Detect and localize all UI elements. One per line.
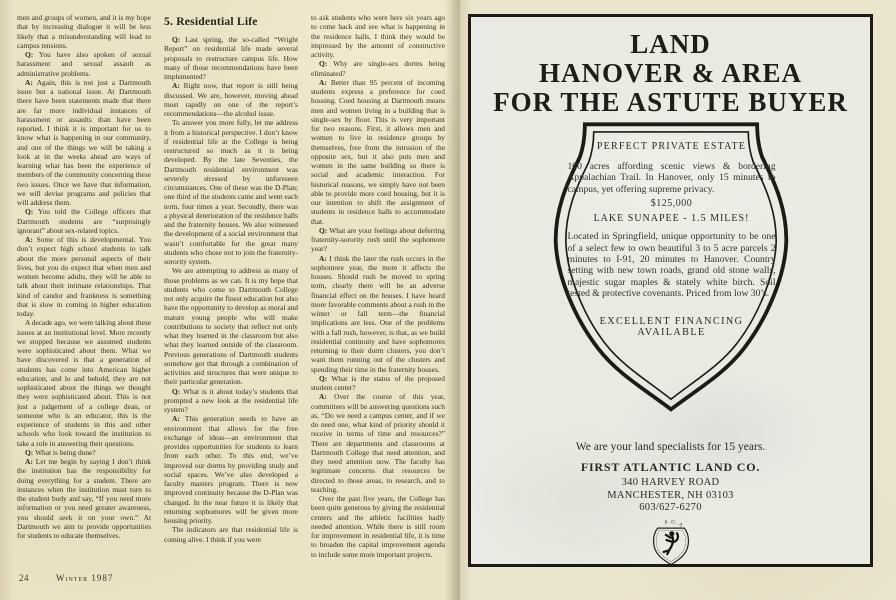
- crest-arc-text: P.G.A.: [663, 518, 687, 531]
- land-advertisement: [468, 14, 873, 567]
- estate-description: 100 acres affording scenic views & bordering Appalachian Trail. In Hanover, only 15 minutes to campus, yet offering supreme privacy.: [567, 161, 776, 195]
- ad-title-line: LAND: [630, 29, 711, 59]
- company-phone: 603/627-6270: [639, 502, 702, 513]
- article-paragraph: To answer you more fully, let me address it from a historical perspective. I don’t know if residential life at the College is being restructured so much as it is being developed. By the late Seventies, the Dartmouth residential environment was severely stressed by unforeseen circumstances. One of these was the D-Plan; one third of the students came and went each term, four times a year. Secondly, there was a physical deterioration of the residence halls and the fraternity houses. We also witnessed the development of a social environment that wasn’t comfortable for the great many students who chose not to join the fraternity-sorority system.: [164, 118, 298, 266]
- page-number: 24: [19, 573, 29, 583]
- article-paragraph: Q: What is the status of the proposed student center?: [311, 373, 445, 392]
- article-paragraph: men and groups of women, and it is my hope that by increasing dialogue it will be less likely that a misunderstanding will lead to campus tensions.: [17, 13, 151, 50]
- issue-label: Winter 1987: [56, 573, 114, 583]
- article-columns: [17, 13, 445, 569]
- company-street: 340 HARVEY ROAD: [621, 477, 720, 488]
- article-paragraph: A: Better than 95 percent of incoming students express a preference for coed housing. Coed housing at Dartmouth means men and women living in a building that is single-sex by floor. This is very important for two reasons. First, it allows men and women to live in residence groups by themselves, free from the intrusion of the opposite sex, but it also puts men and women in the same building so there is social and academic interaction. For historical reasons, we simply have not been able to provide more coed housing, but it is our intention to shift the assignment of students in residence halls to accommodate that.: [311, 77, 445, 226]
- shield-content: [568, 141, 776, 338]
- article-paragraph: The indicators are that residential life is coming alive. I think if you were: [164, 525, 298, 544]
- page-footer: [19, 573, 113, 583]
- article-paragraph: A: This generation needs to have an environment that allows for the free exchange of ideas—an environment that provides opportunities for students to learn from each other. To this end, we’ve improved our dorms by providing study and social spaces. We’ve also developed a faculty masters program. There is now improved continuity because the D-Plan was changed. In the near future it is likely that returning sophomores will be given more housing priority.: [164, 414, 298, 525]
- ad-tagline: We are your land specialists for 15 years.: [575, 441, 766, 453]
- article-paragraph: Q: You told the College officers that Dartmouth students are “surprisingly ignorant” about sex-related topics.: [17, 207, 151, 235]
- estate-price: $125,000: [650, 198, 693, 210]
- article-paragraph: Q: Last spring, the so-called “Wright Report” on residential life made several proposals to restructure campus life. How many of those recommendations have been implemented?: [164, 35, 298, 81]
- text-column: [164, 13, 298, 569]
- article-paragraph: A: Over the course of this year, committees will be answering questions such as, “Do we need a campus center, and if we do need one, what kind of priority should it receive in terms of time and resources?” There are departments and classrooms at Dartmouth College that need attention, and they need attention now. The faculty has legitimate concerns that resources be directed to those areas, to research, and to teaching.: [311, 392, 445, 494]
- rampant-lion-icon: [663, 533, 677, 554]
- ad-page: [460, 0, 896, 600]
- ad-title: [471, 17, 870, 117]
- article-paragraph: A: Let me begin by saying I don’t think the institution has the responsibility for doing everything for a student. There are instances when the institution must turn to the student body and say, “If you need more information or you need greater awareness, you should seek it on your own.” At Dartmouth we aim to provide opportunities for students to educate themselves.: [17, 457, 151, 540]
- springfield-description: Located in Springfield, unique opportunity to be one of a select few to own beautiful 3 to 5 acre parcels 2 minutes to I-91, 20 minutes to Hanover. Country setting with new town roads, grand old stone walls, majestic sugar maples & stately white birch. Soil tested & protective covenants. Priced from low 30’s.: [567, 231, 776, 300]
- article-paragraph: A: Right now, that report is still being discussed. We are, however, moving ahead most rapidly on one of the report’s recommendations—the alcohol issue.: [164, 81, 298, 118]
- section-heading: 5. Residential Life: [164, 15, 258, 28]
- article-paragraph: Q: What is it about today’s students that prompted a new look at the residential life system?: [164, 386, 298, 414]
- article-paragraph: A: I think the later the rush occurs in the sophomore year, the more it affects the houses. Should rush be moved to spring term, clearly there will be an adverse financial effect on the houses. I have heard more favorable comments about a rush in the winter or fall term—the financial implications are less. One of the problems with a fall rush, however, is that, as we build residential continuity and have sophomores returning to their dorm clusters, you don’t want them running out of the clusters and spending their time in the fraternity houses.: [311, 253, 445, 374]
- company-city: MANCHESTER, NH 03103: [607, 489, 734, 501]
- article-paragraph: We are attempting to address as many of those problems as we can. It is my hope that students who come to Dartmouth College not only acquire the finest education but also have the opportunity to develop as moral and mature young people who will make contributions to society that reflect not only what they learned in the classroom but also what they learned outside of the classroom. Previous generations of Dartmouth students somehow got that through a combination of activities and structures that were unique to their particular generation.: [164, 266, 298, 387]
- text-column: [17, 13, 151, 569]
- article-paragraph: Q: You have also spoken of sexual harassment and sexual assault as administrative problems.: [17, 50, 151, 78]
- company-crest-icon: [645, 517, 697, 568]
- article-paragraph: A: Again, this is not just a Dartmouth issue but a national issue. At Dartmouth there have been statements made that there are far more individual instances of harassment or assaults than have been reported. I think it is important for us to know what is happening in our community, and one of the things we will be taking a look at in the weeks ahead are ways of learning what has been the experience of members of the community concerning these two issues. Once we have that information, we will devise programs and policies that will address them.: [17, 77, 151, 207]
- article-paragraph: Q: What is being done?: [25, 447, 96, 457]
- svg-text:P.G.A.: [664, 519, 687, 531]
- article-paragraph: Over the past five years, the College has been quite generous by giving the residential centers and the athletic facilities badly needed attention. While there is still room for improvement in residential life, it is time to broaden the capital improvement agenda to include some more important projects.: [311, 494, 445, 559]
- lake-sunapee-heading: LAKE SUNAPEE - 1.5 MILES!: [593, 213, 750, 225]
- article-paragraph: A decade ago, we were talking about these issues at an institutional level. More recently we stopped because we assumed students were sophisticated about them. What we have discovered is that a generation of students has come into American higher education, and lo and behold, they are not sophisticated about the things we thought they were sophisticated about. This is not just a judgement of a college dean, or someone who is an educator, this is the experience of students in this and other schools who look toward the institution to take a role in answering their questions.: [17, 318, 151, 448]
- ad-title-line: FOR THE ASTUTE BUYER: [493, 87, 848, 117]
- company-name: FIRST ATLANTIC LAND CO.: [580, 460, 761, 474]
- article-paragraph: Q: What are your feelings about deferring fraternity-sorority rush until the sophomore year?: [311, 225, 445, 254]
- financing-note: EXCELLENT FINANCING AVAILABLE: [599, 315, 744, 338]
- article-paragraph: A: Some of this is developmental. You don’t expect high school students to talk about the more personal aspects of their lives, but you do expect that when men and women become adults, they will be able to talk about their intimate relationships. That kind of candor and frankness is something that is slow in coming in higher education today.: [17, 235, 151, 318]
- article-paragraph: Q: Why are single-sex dorms being eliminated?: [311, 59, 445, 78]
- shield-emblem: [538, 116, 804, 424]
- ad-title-line: HANOVER & AREA: [538, 58, 802, 88]
- estate-heading: PERFECT PRIVATE ESTATE: [596, 141, 747, 152]
- article-paragraph: to ask students who were here six years ago to come back and see what is happening in the residence halls, I think they would be impressed by the amount of constructive activity.: [311, 13, 445, 59]
- advertiser-block: [471, 441, 870, 567]
- text-column: [311, 13, 445, 569]
